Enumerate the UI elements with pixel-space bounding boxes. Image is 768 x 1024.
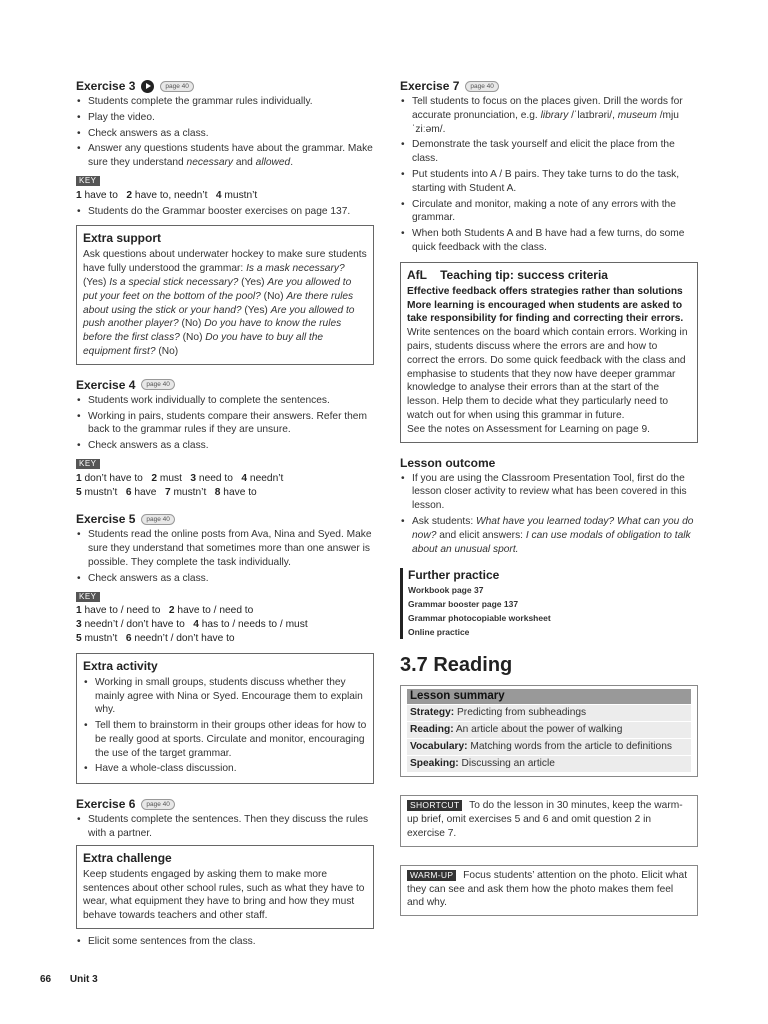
- page-reference-badge: page 40: [141, 514, 175, 525]
- answer-text: have: [131, 486, 165, 498]
- exercise-6-title: Exercise 6: [76, 797, 136, 812]
- answer-number: 2: [151, 472, 158, 484]
- further-practice-item: Workbook page 37: [408, 585, 484, 596]
- answer-number: 7: [164, 486, 171, 498]
- question-text: Is a special stick necessary?: [109, 276, 239, 288]
- further-practice-item: Online practice: [408, 627, 470, 638]
- answer-text: mustn’t: [170, 486, 215, 498]
- exercise-7-title: Exercise 7: [400, 79, 460, 93]
- answer-number: 1: [76, 189, 82, 201]
- exercise-5-heading: [76, 511, 374, 527]
- answer-text: needn’t / don’t have to: [81, 619, 194, 631]
- further-practice-item: Grammar booster page 137: [408, 599, 519, 610]
- answer-key-line: [76, 604, 374, 645]
- answer-number: 6: [125, 632, 132, 644]
- list-item: • Check answers as a class.: [76, 439, 374, 453]
- text-run: (No): [260, 290, 287, 302]
- answer-key-line: [76, 189, 374, 203]
- right-column: [400, 78, 698, 916]
- emphasis-text: I can use modals of obligation to talk about an unusual sport.: [412, 529, 691, 555]
- extra-support-box: [76, 225, 374, 364]
- emphasis-text: What have you learned today? What can you do now?: [412, 515, 694, 541]
- emphasis-text: allowed: [255, 157, 291, 169]
- summary-row: [407, 755, 691, 772]
- answer-number: 3: [76, 619, 82, 631]
- text-run: Ask questions about underwater hockey to make sure students have fully understood the grammar:: [83, 249, 367, 275]
- further-practice-title: Further practice: [408, 568, 500, 583]
- lesson-outcome: [400, 455, 698, 557]
- summary-label: Reading:: [410, 724, 454, 736]
- text-run: /ˈlaɪbrəri/,: [568, 109, 618, 121]
- shortcut-box: [400, 795, 698, 846]
- list-item: • Students complete the grammar rules individually.: [76, 95, 374, 109]
- question-text: Is a mask necessary?: [246, 263, 345, 275]
- answer-text: have to / need to: [174, 605, 254, 617]
- list-item: • Tell them to brainstorm in their groups other ideas for how to be really good at sports. Circulate and monitor, encouraging the use of the target grammar.: [83, 719, 367, 760]
- summary-value: Discussing an article: [458, 758, 555, 770]
- exercise-6-heading: [76, 796, 374, 812]
- exercise-3-followup: [76, 205, 374, 219]
- exercise-4-steps: [76, 394, 374, 453]
- answer-number: 1: [76, 605, 82, 617]
- question-text: Do you have to buy all the equipment first?: [83, 332, 324, 357]
- extra-challenge-box: [76, 845, 374, 929]
- list-item: [400, 515, 698, 556]
- summary-value: An article about the power of walking: [453, 724, 623, 736]
- text-run: .: [290, 157, 294, 169]
- extra-challenge-title: Extra challenge: [83, 850, 172, 865]
- lesson-summary-box: [400, 685, 698, 777]
- answer-key-badge: KEY: [76, 459, 100, 469]
- answer-text: needn’t / don’t have to: [131, 632, 235, 644]
- answer-number: 6: [125, 486, 132, 498]
- teaching-tip-subheading: Effective feedback offers strategies rather than solutions: [407, 285, 683, 297]
- text-run: (Yes): [83, 276, 110, 288]
- text-run: (No): [179, 332, 206, 344]
- answer-text: has to / needs to / must: [198, 619, 308, 631]
- answer-key-badge: KEY: [76, 176, 100, 186]
- exercise-6-followup: [76, 935, 374, 949]
- list-item: • Working in pairs, students compare their answers. Refer them back to the grammar rules if they are unsure.: [76, 410, 374, 438]
- further-practice: [400, 568, 698, 639]
- exercise-4: [76, 377, 374, 500]
- list-item: • Working in small groups, students discuss whether they mainly agree with Nina or Syed. Encourage them to explain why.: [83, 676, 367, 717]
- text-run: (Yes): [238, 276, 268, 288]
- list-item: • Demonstrate the task yourself and elicit the place from the class.: [400, 138, 698, 166]
- exercise-7: [400, 78, 698, 255]
- exercise-7-heading: [400, 78, 698, 94]
- exercise-4-heading: [76, 377, 374, 393]
- extra-activity-steps: [83, 676, 367, 777]
- answer-text: have to: [220, 486, 257, 498]
- lesson-outcome-title: Lesson outcome: [400, 455, 496, 470]
- teaching-tip-title: AfL Teaching tip: success criteria: [407, 267, 608, 282]
- list-item: [76, 142, 374, 170]
- text-run: /mjuˈziːəm/.: [412, 109, 679, 135]
- text-run: (No): [178, 318, 205, 330]
- emphasis-text: library: [540, 109, 569, 121]
- answer-text: mustn’t: [81, 486, 126, 498]
- list-item: • Circulate and monitor, making a note of any errors with the grammar.: [400, 198, 698, 226]
- text-run: Answer any questions students have about the grammar. Make sure they understand: [88, 143, 373, 169]
- extra-support-text: [83, 248, 367, 358]
- list-item: • Students read the online posts from Ava, Nina and Syed. Make sure they understand that sometimes more than one answer is possible. They complete the task individually.: [76, 528, 374, 569]
- answer-number: 5: [76, 486, 82, 498]
- answer-number: 2: [168, 605, 175, 617]
- page-reference-badge: page 40: [141, 799, 175, 810]
- emphasis-text: necessary: [186, 157, 233, 169]
- text-run: (No): [155, 345, 179, 357]
- section-heading: 3.7 Reading: [400, 654, 513, 677]
- answer-number: 5: [76, 632, 82, 644]
- exercise-7-steps: [400, 95, 698, 255]
- exercise-6: [76, 796, 374, 841]
- answer-text: have to: [81, 189, 127, 201]
- list-item: • Elicit some sentences from the class.: [76, 935, 374, 949]
- exercise-3-title: Exercise 3: [76, 79, 136, 93]
- exercise-5-steps: [76, 528, 374, 585]
- exercise-3-steps: [76, 95, 374, 170]
- play-video-icon[interactable]: [141, 80, 154, 93]
- text-run: and elicit answers:: [436, 529, 526, 541]
- warm-up-text: Focus students’ attention on the photo. Elicit what they can see and ask them how the photo makes them feel and why.: [407, 869, 688, 909]
- lesson-outcome-steps: [400, 472, 698, 557]
- text-run: Tell students to focus on the places given. Drill the words for accurate pronunciation, e.g.: [412, 96, 683, 121]
- text-run: (Yes): [241, 304, 271, 316]
- further-practice-item: Grammar photocopiable worksheet: [408, 613, 551, 624]
- warm-up-box: [400, 865, 698, 916]
- summary-row: [407, 738, 691, 755]
- list-item: • Have a whole-class discussion.: [83, 762, 367, 776]
- exercise-5: [76, 511, 374, 645]
- list-item: • When both Students A and B have had a few turns, do some quick feedback with the class.: [400, 227, 698, 255]
- answer-number: 3: [190, 472, 197, 484]
- list-item: • Students complete the sentences. Then they discuss the rules with a partner.: [76, 813, 374, 841]
- list-item: • If you are using the Classroom Presentation Tool, first do the lesson closer activity to review what has been covered in this lesson.: [400, 472, 698, 513]
- question-text: Are there rules about using the stick or your hand?: [83, 290, 354, 316]
- summary-value: Matching words from the article to definitions: [467, 741, 672, 753]
- warm-up-tag: WARM-UP: [407, 870, 456, 881]
- unit-label: Unit 3: [69, 974, 98, 985]
- answer-number: 8: [214, 486, 221, 498]
- exercise-4-title: Exercise 4: [76, 377, 136, 392]
- list-item: • Check answers as a class.: [76, 572, 374, 586]
- exercise-5-title: Exercise 5: [76, 512, 136, 527]
- answer-text: need to: [196, 472, 242, 484]
- teaching-tip-subheading: More learning is encouraged when students are asked to take responsibility for finding and correcting their errors.: [407, 299, 684, 325]
- answer-text: don’t have to: [81, 472, 152, 484]
- answer-number: 2: [126, 189, 133, 201]
- teaching-tip-text: Write sentences on the board which contain errors. Working in pairs, students discuss where the errors are and how to correct the errors. Do some quick feedback with the class and emphasise to students that they now have deeper grammar knowledge to analyse their errors than at the start of the lesson. Help them to decide what they particularly need to watch out for when using this grammar in future.: [407, 327, 688, 421]
- answer-number: 4: [241, 472, 248, 484]
- summary-row: [407, 704, 691, 721]
- shortcut-text: To do the lesson in 30 minutes, keep the warm-up brief, omit exercises 5 and 6 and omit question 2 in exercise 7.: [407, 800, 683, 839]
- text-run: Ask students:: [412, 515, 476, 527]
- answer-text: needn’t: [247, 472, 284, 484]
- question-text: Do you have to know the rules before the first class?: [83, 318, 342, 344]
- list-item: • Play the video.: [76, 111, 374, 125]
- left-column: [76, 78, 374, 951]
- extra-activity-title: Extra activity: [83, 658, 158, 673]
- emphasis-text: museum: [617, 109, 657, 121]
- summary-label: Strategy:: [410, 707, 455, 719]
- answer-number: 1: [76, 472, 82, 484]
- page-number: 66: [40, 974, 52, 985]
- extra-challenge-text: Keep students engaged by asking them to make more sentences about other school rules, such as what they have to wear, what equipment they have to bring and how they must behave towards teachers and other staff.: [83, 868, 365, 922]
- page-reference-badge: page 40: [141, 379, 175, 390]
- text-run: and: [232, 157, 256, 169]
- lesson-summary-title: Lesson summary: [407, 689, 691, 704]
- list-item: [400, 95, 698, 136]
- shortcut-tag: SHORTCUT: [407, 800, 462, 811]
- question-text: Are you allowed to push another player?: [83, 304, 355, 330]
- extra-activity-box: [76, 653, 374, 785]
- answer-number: 4: [215, 189, 222, 201]
- exercise-3-heading: [76, 78, 374, 94]
- summary-row: [407, 721, 691, 738]
- answer-text: mustn’t: [81, 632, 126, 644]
- answer-number: 4: [193, 619, 199, 631]
- page-reference-badge: page 40: [465, 81, 499, 92]
- answer-text: have to, needn’t: [132, 189, 216, 201]
- exercise-6-steps: [76, 813, 374, 841]
- summary-label: Vocabulary:: [410, 741, 468, 753]
- exercise-3: [76, 78, 374, 218]
- summary-label: Speaking:: [410, 758, 459, 770]
- list-item: • Check answers as a class.: [76, 127, 374, 141]
- list-item: • Put students into A / B pairs. They take turns to do the task, starting with Student A.: [400, 168, 698, 196]
- list-item: • Students work individually to complete the sentences.: [76, 394, 374, 408]
- page-footer: [40, 973, 98, 987]
- answer-key-line: [76, 472, 374, 500]
- list-item: • Students do the Grammar booster exercises on page 137.: [76, 205, 374, 219]
- teaching-tip-text: See the notes on Assessment for Learning on page 9.: [407, 423, 650, 435]
- answer-key-badge: KEY: [76, 592, 100, 602]
- extra-support-title: Extra support: [83, 231, 162, 246]
- answer-text: must: [157, 472, 191, 484]
- question-text: Are you allowed to put your feet on the bottom of the pool?: [83, 276, 352, 302]
- teaching-tip-box: [400, 262, 698, 443]
- answer-text: have to / need to: [81, 605, 169, 617]
- summary-value: Predicting from subheadings: [454, 707, 587, 719]
- answer-text: mustn’t: [221, 189, 258, 201]
- page-reference-badge: page 40: [160, 81, 194, 92]
